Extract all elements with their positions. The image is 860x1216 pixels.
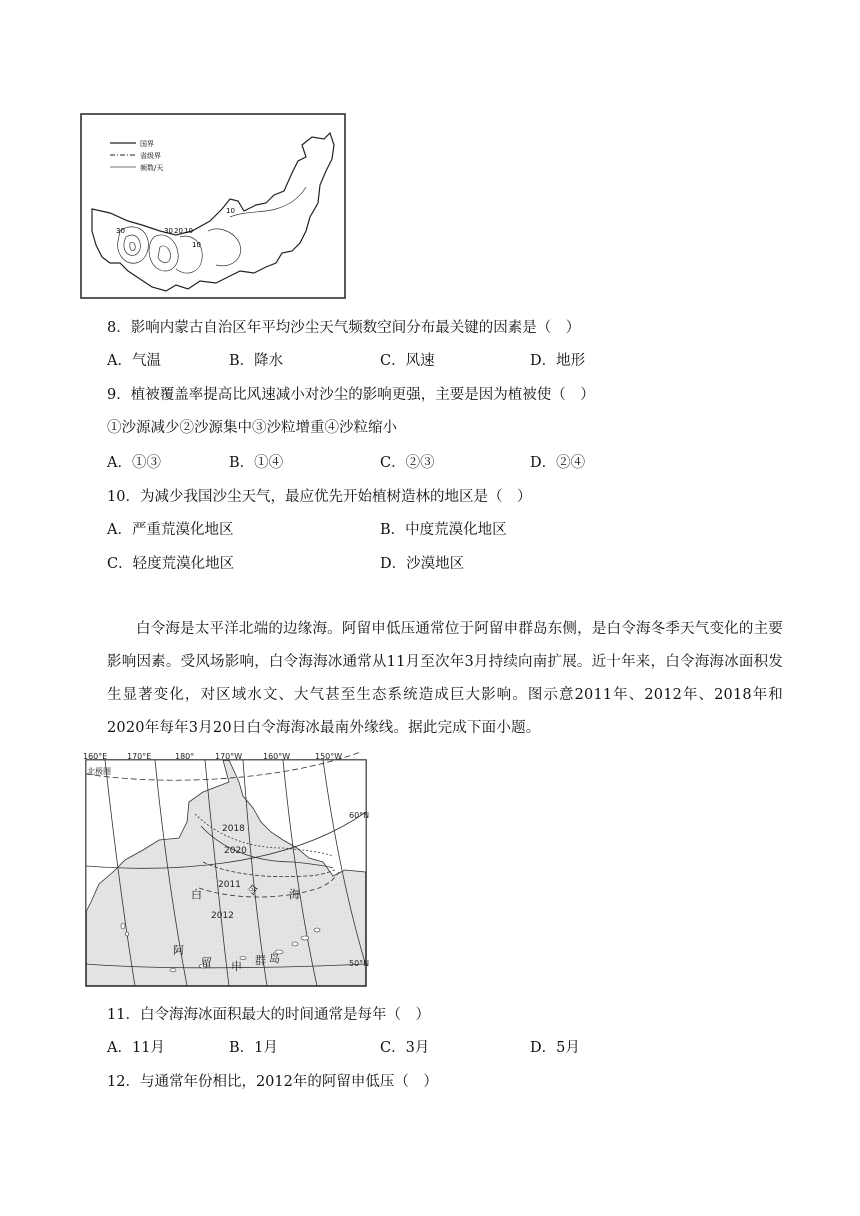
q11-option-a[interactable]: A．11月 — [107, 1040, 165, 1056]
q9-option-a[interactable]: A．①③ — [107, 455, 161, 471]
year-label: 2012 — [211, 911, 234, 921]
q10-option-d[interactable]: D．沙漠地区 — [380, 556, 465, 572]
sea-char: 海 — [289, 888, 300, 901]
island-char: 群 — [255, 954, 266, 967]
q8-option-c[interactable]: C．风速 — [380, 353, 435, 369]
year-label: 2020 — [224, 846, 247, 856]
year-label: 2011 — [218, 880, 241, 890]
contour-label: 10 — [184, 227, 193, 235]
q9-option-b[interactable]: B．①④ — [229, 455, 284, 471]
question-8: 8．影响内蒙古自治区年平均沙尘天气频数空间分布最关键的因素是（ ） — [107, 320, 581, 336]
island-char: 申 — [231, 960, 242, 973]
inner-mongolia-map — [80, 113, 346, 299]
island-char: 留 — [201, 956, 212, 969]
q8-option-d[interactable]: D．地形 — [530, 353, 586, 369]
bering-sea-map — [83, 752, 369, 988]
lat-label: 60°N — [349, 811, 369, 820]
question-10: 10．为减少我国沙尘天气，最应优先开始植树造林的地区是（ ） — [107, 489, 532, 505]
arctic-circle-label: 北极圈 — [87, 767, 111, 776]
contour-label: 30 — [164, 227, 173, 235]
contour-label: 30 — [116, 227, 125, 235]
lon-label: 170°E — [127, 752, 152, 761]
year-label: 2018 — [222, 824, 245, 834]
sea-char: 令 — [247, 884, 258, 897]
contour-label: 10 — [226, 207, 235, 215]
lon-label: 150°W — [315, 752, 343, 761]
question-11: 11．白令海海冰面积最大的时间通常是每年（ ） — [107, 1007, 430, 1023]
q10-option-a[interactable]: A．严重荒漠化地区 — [107, 522, 234, 538]
q11-option-b[interactable]: B．1月 — [229, 1040, 278, 1056]
legend-freq: 频数/天 — [140, 164, 164, 172]
sea-char: 白 — [191, 888, 202, 901]
q10-option-b[interactable]: B．中度荒漠化地区 — [380, 522, 507, 538]
island-char: 阿 — [173, 944, 184, 957]
lon-label: 160°W — [263, 752, 291, 761]
q9-choices: ①沙源减少②沙源集中③沙粒增重④沙粒缩小 — [107, 420, 397, 436]
legend-province: 省级界 — [140, 152, 161, 160]
contour-label: 10 — [192, 241, 201, 249]
q11-option-c[interactable]: C．3月 — [380, 1040, 430, 1056]
q8-option-a[interactable]: A．气温 — [107, 353, 161, 369]
lon-label: 170°W — [215, 752, 243, 761]
q8-option-b[interactable]: B．降水 — [229, 353, 284, 369]
contour-label: 20 — [174, 227, 183, 235]
island-char: 岛 — [269, 952, 280, 965]
question-9: 9．植被覆盖率提高比风速减小对沙尘的影响更强，主要是因为植被使（ ） — [107, 387, 595, 403]
lon-label: 180° — [175, 752, 195, 761]
passage-text: 白令海是太平洋北端的边缘海。阿留申低压通常位于阿留申群岛东侧，是白令海冬季天气变化的主要影响因素。受风场影响，白令海海冰通常从11月至次年3月持续向南扩展。近十年来，白令海海冰面积发生显著变化，对区域水文、大气甚至生态系统造成巨大影响。图示意2011年、2012年、2018年和2020年每年3月20日白令海海冰最南外缘线。据此完成下面小题。 — [107, 621, 783, 736]
q11-option-d[interactable]: D．5月 — [530, 1040, 580, 1056]
legend-border: 国界 — [140, 140, 154, 148]
q10-option-c[interactable]: C．轻度荒漠化地区 — [107, 556, 235, 572]
q9-option-d[interactable]: D．②④ — [530, 455, 586, 471]
lat-label: 50°N — [349, 959, 369, 968]
lon-label: 160°E — [83, 752, 108, 761]
question-12: 12．与通常年份相比，2012年的阿留申低压（ ） — [107, 1074, 438, 1090]
q9-option-c[interactable]: C．②③ — [380, 455, 435, 471]
